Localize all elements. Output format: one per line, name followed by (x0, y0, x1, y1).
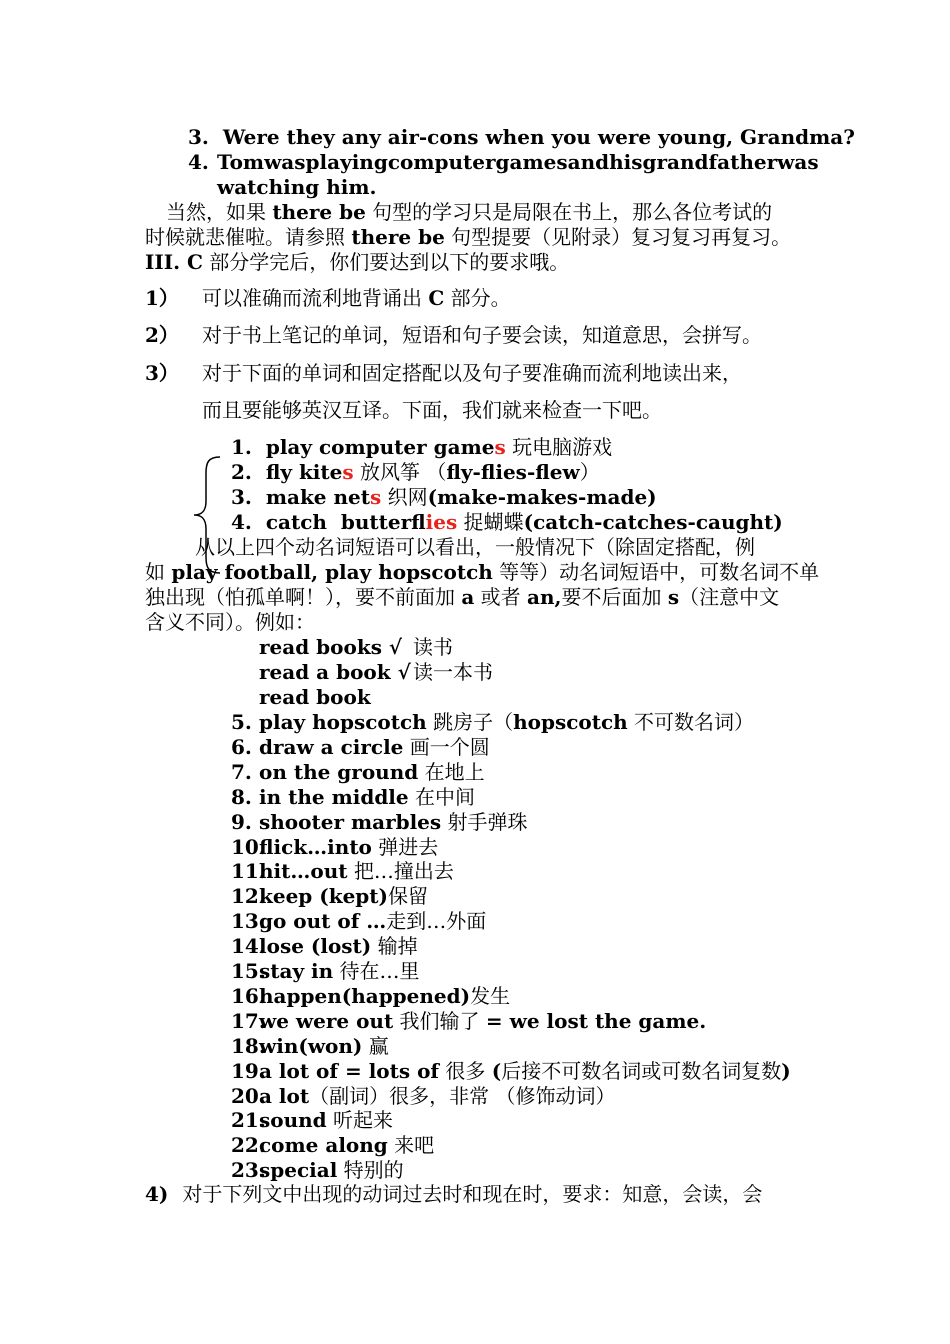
vocab-item: 19.a lot of = lots of 很多 (后接不可数名词或可数名词复数) (231, 1058, 791, 1083)
vocab-item: 22.come along 来吧 (231, 1133, 435, 1158)
vocab-item: 2. fly kites 放风筝 （fly-flies-flew） (231, 460, 600, 484)
vocab-item: 21.sound 听起来 (231, 1108, 394, 1133)
vocab-item: 16.happen(happened)发生 (231, 983, 511, 1008)
example-item: read book (259, 685, 371, 709)
requirement-text: 对于书上笔记的单词，短语和句子要会读，知道意思，会拼写。 (202, 323, 762, 347)
vocab-item: 12.keep (kept)保留 (231, 884, 428, 909)
vocab-item: 15.stay in 待在…里 (231, 959, 420, 983)
vocab-item: 4. catch butterflies 捉蝴蝶(catch-catches-caught) (231, 510, 783, 534)
requirement-item: 3） (145, 361, 179, 385)
example-item: read books √ 读书 (259, 635, 453, 659)
vocab-item: 7. on the ground 在地上 (231, 759, 485, 784)
vocab-item: 23.special 特别的 (231, 1158, 404, 1183)
paragraph-line: 从以上四个动名词短语可以看出，一般情况下（除固定搭配，例 (195, 535, 755, 559)
requirement-item: 4) 对于下列文中出现的动词过去时和现在时，要求：知意，会读，会 (145, 1182, 763, 1206)
vocab-item: 10.flick…into 弹进去 (231, 834, 439, 859)
list-item: 4. Tom was playing computer games and his grandfather was (188, 150, 819, 174)
paragraph-line: 当然，如果 there be 句型的学习只是局限在书上，那么各位考试的 (166, 200, 773, 224)
vocab-item: 20.a lot（副词）很多，非常 （修饰动词） (231, 1083, 616, 1108)
list-item-continuation: watching him. (217, 175, 377, 199)
vocab-item: 13.go out of …走到…外面 (231, 909, 487, 934)
justified-line: Tom was playing computer games and his grandfather was (217, 150, 819, 174)
requirement-item: 1） (145, 286, 179, 310)
vocab-item: 3. make nets 织网(make-makes-made) (231, 485, 657, 509)
paragraph-line: 独出现（怕孤单啊！），要不前面加 a 或者 an,要不后面加 s（注意中文 (145, 585, 780, 609)
vocab-item: 9. shooter marbles 射手弹珠 (231, 809, 528, 834)
vocab-item: 5. play hopscotch 跳房子（hopscotch 不可数名词） (231, 710, 755, 734)
example-item: read a book √ 读一本书 (259, 660, 493, 684)
requirement-text: 而且要能够英汉互译。下面，我们就来检查一下吧。 (202, 398, 662, 422)
vocab-item: 11.hit…out 把…撞出去 (231, 859, 454, 884)
requirement-text: 可以准确而流利地背诵出 C 部分。 (202, 286, 511, 310)
requirement-item: 2） (145, 323, 179, 347)
list-item: 3. Were they any air-cons when you were young, Grandma? (188, 125, 855, 149)
section-heading: III. C 部分学完后，你们要达到以下的要求哦。 (145, 250, 570, 274)
vocab-item: 18.win(won) 赢 (231, 1033, 389, 1058)
vocab-item: 1. play computer games 玩电脑游戏 (231, 435, 613, 459)
paragraph-line: 如 play football, play hopscotch 等等）动名词短语中，可数名词不单 (145, 560, 820, 584)
vocab-item: 6. draw a circle 画一个圆 (231, 734, 490, 759)
vocab-item: 14.lose (lost) 输掉 (231, 934, 418, 959)
paragraph-line: 含义不同）。例如： (145, 610, 315, 634)
vocab-item: 17.we were out 我们输了 = we lost the game. (231, 1008, 707, 1033)
requirement-text: 对于下面的单词和固定搭配以及句子要准确而流利地读出来， (202, 361, 742, 385)
paragraph-line: 时候就悲催啦。请参照 there be 句型提要（见附录）复习复习再复习。 (145, 225, 792, 249)
vocab-item: 8. in the middle 在中间 (231, 784, 475, 809)
